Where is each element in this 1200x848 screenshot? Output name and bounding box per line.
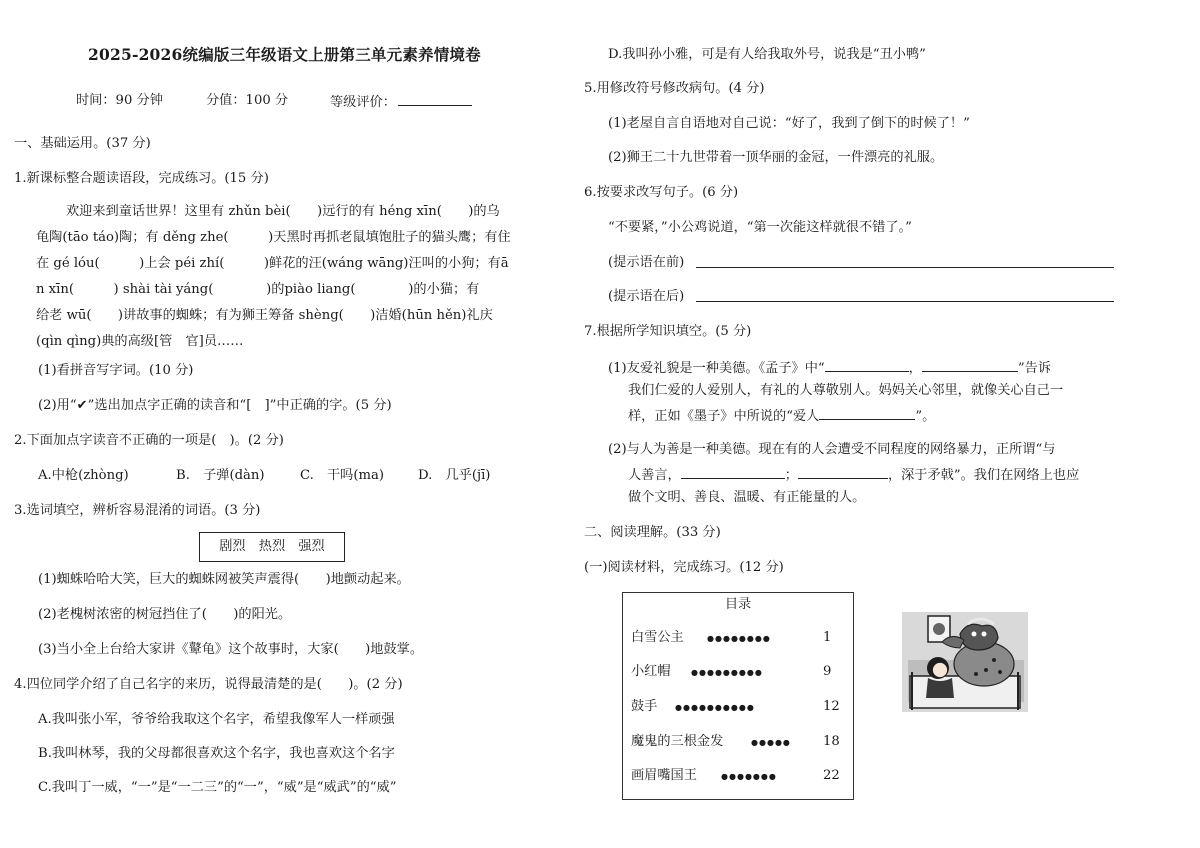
q4-option-c: C.我叫丁一威，“一”是“一二三”的“一”，“威”是“威武”的“威” — [38, 780, 397, 795]
toc-box — [622, 592, 854, 800]
q2-option-a: A.中枪(zhòng) — [38, 468, 129, 483]
toc-row-name: 小红帽 — [631, 664, 671, 679]
q7-p2-line-3: 做个文明、善良、温暖、有正能量的人。 — [628, 490, 866, 505]
q1-sub2: (2)用“✔”选出加点字正确的读音和“[ ]”中正确的字。(5 分) — [38, 398, 392, 413]
q1-passage-line-6: (qìn qìng)典的高级[管 官]员…… — [36, 334, 244, 349]
q3-word-box — [199, 532, 345, 562]
q7-p1-text-e: ”。 — [915, 409, 936, 424]
page-title: 2025-2026统编版三年级语文上册第三单元素养情境卷 — [88, 45, 481, 64]
grade-label — [330, 92, 472, 112]
toc-row-name: 白雪公主 — [631, 630, 684, 645]
q1-text: 1.新课标整合题读语段，完成练习。(15 分) — [14, 171, 269, 186]
girl-dress — [926, 678, 954, 698]
section2-heading: 二、阅读理解。(33 分) — [584, 525, 721, 540]
q3-item-3: (3)当小全上台给大家讲《鼙龟》这个故事时，大家( )地鼓掌。 — [38, 642, 424, 657]
q1-passage-line-3: 在 gé lóu( )上会 péi zhí( )鲜花的汪(wáng wāng)汪叫的小狗；有ā — [36, 256, 509, 271]
q7-blank-5[interactable] — [798, 465, 888, 479]
girl-face — [933, 663, 948, 678]
toc-row-dots: ●●●●●●●●● — [691, 667, 763, 677]
q4-option-b: B.我叫林琴，我的父母都很喜欢这个名字，我也喜欢这个名字 — [38, 746, 395, 761]
toc-row — [631, 663, 847, 681]
toc-row-page: 22 — [823, 768, 840, 783]
q7-p1-line-3 — [628, 406, 935, 426]
q3-item-1: (1)蜘蛛哈哈大笑，巨大的蜘蛛网被笑声震得( )地颤动起来。 — [38, 572, 410, 587]
toc-row-page: 9 — [823, 664, 832, 679]
q5-item-2: (2)狮王二十九世带着一顶华丽的金冠，一件漂亮的礼服。 — [608, 150, 944, 165]
q1-passage-line-4: n xīn( ) shài tài yáng( )的piào liang( )的小猫；有 — [36, 282, 480, 297]
q7-p1-text-a: (1)友爱礼貌是一种美德。《孟子》中“ — [608, 361, 825, 376]
q7-p2-line-2 — [628, 465, 1079, 485]
q7-p1-line-2: 我们仁爱的人爱别人，有礼的人尊敬别人。妈妈关心邻里，就像关心自己一 — [628, 383, 1064, 398]
wolf-head — [960, 624, 998, 650]
q7-text: 7.根据所学知识填空。(5 分) — [584, 324, 752, 339]
q7-p2-text-c: ，深于矛戟”。我们在网络上也应 — [887, 468, 1080, 483]
q3-item-2: (2)老槐树浓密的树冠挡住了( )的阳光。 — [38, 607, 292, 622]
toc-title: 目录 — [724, 597, 752, 612]
q6-text: 6.按要求改写句子。(6 分) — [584, 185, 739, 200]
q2-option-c: C. 干吗(ma) — [300, 468, 385, 483]
q6-front-answer-line[interactable] — [696, 267, 1114, 268]
toc-row-dots: ●●●●●●● — [721, 771, 777, 781]
q4-option-d: D.我叫孙小雅，可是有人给我取外号，说我是“丑小鸭” — [608, 47, 926, 62]
q6-front-label: (提示语在前) — [608, 255, 685, 270]
toc-row-name: 魔鬼的三根金发 — [631, 734, 724, 749]
q1-passage-line-1: 欢迎来到童话世界！这里有 zhǔn bèi( )远行的有 héng xīn( )的乌 — [66, 204, 500, 219]
toc-row — [631, 698, 847, 716]
q7-p1-text-c: ”告诉 — [1017, 361, 1051, 376]
toc-row — [631, 767, 847, 785]
grade-blank[interactable] — [398, 92, 472, 106]
section2-sub: (一)阅读材料，完成练习。(12 分) — [584, 560, 784, 575]
grade-text: 等级评价： — [330, 95, 396, 110]
toc-row-dots: ●●●●● — [751, 737, 791, 747]
q2-option-d: D. 几乎(jī) — [418, 468, 491, 483]
toc-row-page: 12 — [823, 699, 840, 714]
toc-row — [631, 629, 847, 647]
toc-row-dots: ●●●●●●●● — [707, 633, 771, 643]
exam-score: 分值：100 分 — [206, 93, 289, 108]
wolf-red-riding-hood-illustration — [902, 612, 1028, 712]
toc-row-name: 画眉嘴国王 — [631, 768, 697, 783]
section1-heading: 一、基础运用。(37 分) — [14, 136, 151, 151]
q7-blank-2[interactable] — [922, 358, 1018, 372]
q2-text: 2.下面加点字读音不正确的一项是( )。(2 分) — [14, 433, 284, 448]
q7-p1-text-d: 样，正如《墨子》中所说的“爱人 — [628, 409, 820, 424]
q7-blank-3[interactable] — [819, 406, 915, 420]
toc-row — [631, 733, 847, 751]
q7-p2-text-b: ； — [784, 468, 798, 483]
q6-sentence: “不要紧，”小公鸡说道，“第一次能这样就很不错了。” — [608, 220, 912, 235]
q7-p2-text-a: 人善言， — [628, 468, 681, 483]
q6-back-label: (提示语在后) — [608, 289, 685, 304]
exam-time: 时间：90 分钟 — [76, 93, 163, 108]
q5-item-1: (1)老屋自言自语地对自己说：“好了，我到了倒下的时候了！” — [608, 116, 970, 131]
q5-text: 5.用修改符号修改病句。(4 分) — [584, 81, 765, 96]
q3-text: 3.选词填空，辨析容易混淆的词语。(3 分) — [14, 503, 261, 518]
q7-p1-line-1 — [608, 358, 1051, 378]
q7-p2-line-1: (2)与人为善是一种美德。现在有的人会遭受不同程度的网络暴力，正所谓“与 — [608, 442, 1056, 457]
toc-row-dots: ●●●●●●●●●● — [675, 702, 755, 712]
q4-option-a: A.我叫张小军，爷爷给我取这个名字，希望我像军人一样顽强 — [38, 712, 395, 727]
q1-passage-line-2: 龟陶(tāo táo)陶；有 děng zhe( )天黑时再抓老鼠填饱肚子的猫头鹰；有住 — [36, 230, 511, 245]
q7-p1-text-b: ， — [908, 361, 922, 376]
q1-sub1: (1)看拼音写字词。(10 分) — [38, 363, 194, 378]
toc-row-page: 1 — [823, 630, 832, 645]
q3-words: 剧烈 热烈 强烈 — [219, 539, 325, 554]
q2-option-b: B. 子弹(dàn) — [176, 468, 265, 483]
q1-passage-line-5: 给老 wū( )讲故事的蜘蛛；有为狮王筹备 shèng( )洁婚(hūn hěn)礼庆 — [36, 308, 493, 323]
toc-row-name: 鼓手 — [631, 699, 658, 714]
picture-frame-content — [933, 623, 945, 635]
q4-text: 4.四位同学介绍了自己名字的来历，说得最清楚的是( )。(2 分) — [14, 677, 403, 692]
toc-row-page: 18 — [823, 734, 840, 749]
q6-back-answer-line[interactable] — [696, 301, 1114, 302]
q7-blank-4[interactable] — [681, 465, 785, 479]
q7-blank-1[interactable] — [825, 358, 909, 372]
